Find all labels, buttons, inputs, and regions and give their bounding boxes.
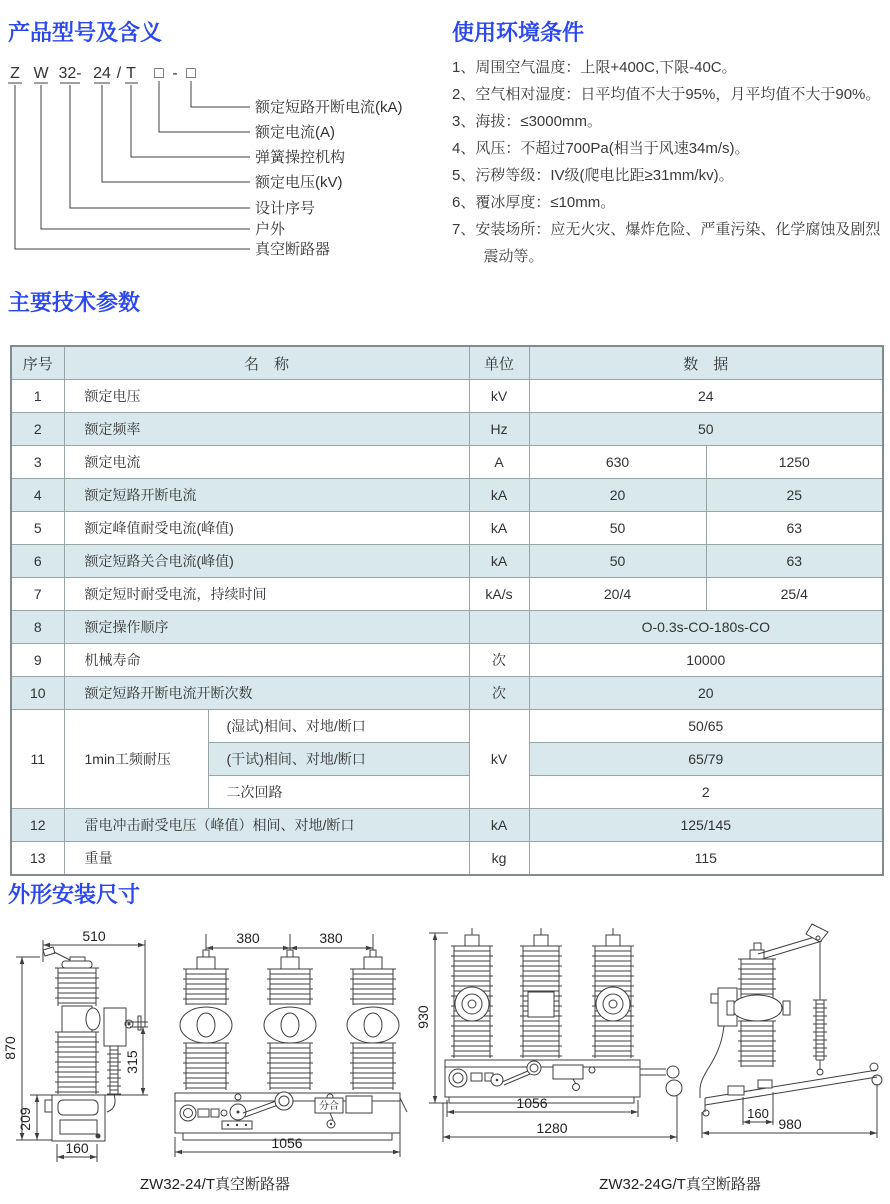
g-side-view-drawing (700, 924, 882, 1138)
model-section-title: 产品型号及含义 (8, 20, 163, 45)
value-cell: 20/4 (529, 578, 706, 611)
pole (347, 950, 399, 1090)
mechanism-box (104, 1008, 126, 1046)
env-item: 4、风压：不超过700Pa(相当于风速34m/s)。 (452, 140, 750, 157)
pole (264, 950, 316, 1090)
dim-870: 870 (2, 1036, 18, 1060)
unit-cell: kA (469, 512, 529, 545)
value-cell: 50/65 (529, 710, 883, 743)
code-square: □ (186, 65, 196, 82)
terminal-tip (43, 947, 55, 956)
table-row (11, 578, 883, 611)
row-number-cell: 2 (11, 413, 64, 446)
param-name-cell: 额定电压 (64, 380, 469, 413)
value-cell: O-0.3s-CO-180s-CO (529, 611, 883, 644)
dim-209: 209 (17, 1107, 33, 1131)
param-name-cell: 1min工频耐压 (64, 710, 208, 809)
unit-cell: 次 (469, 677, 529, 710)
switch-indicator-label: 分合 (319, 1101, 339, 1112)
dims-section-title: 外形安装尺寸 (8, 882, 141, 907)
model-code-diagram (0, 55, 445, 270)
code-label: 真空断路器 (255, 241, 331, 258)
row-number-cell: 4 (11, 479, 64, 512)
pole (592, 928, 634, 1058)
param-name-cell: 额定电流 (64, 446, 469, 479)
env-item: 5、污秽等级：IV级(爬电比距≥31mm/kv)。 (452, 167, 734, 184)
code-part: / (116, 65, 122, 82)
env-section-title: 使用环境条件 (452, 20, 585, 45)
param-name-cell: 重量 (64, 842, 469, 876)
row-number-cell: 6 (11, 545, 64, 578)
table-row (11, 446, 883, 479)
value-cell: 63 (706, 512, 883, 545)
value-cell: 125/145 (529, 809, 883, 842)
insulator-fins (55, 968, 99, 1006)
value-cell: 630 (529, 446, 706, 479)
param-name-cell: 额定短路开断电流 (64, 479, 469, 512)
row-number-cell: 3 (11, 446, 64, 479)
table-row (11, 842, 883, 876)
param-name-cell: 雷电冲击耐受电压（峰值）相间、对地/断口 (64, 809, 469, 842)
dim-315: 315 (124, 1050, 140, 1074)
side-view-drawing (2, 928, 148, 1162)
env-item: 3、海拔：≤3000mm。 (452, 113, 602, 130)
code-part: W (33, 65, 49, 82)
row-number-cell: 5 (11, 512, 64, 545)
code-part: Z (10, 65, 20, 82)
value-cell: 50 (529, 512, 706, 545)
row-number-cell: 7 (11, 578, 64, 611)
param-name-cell: 机械寿命 (64, 644, 469, 677)
g-front-view-drawing (415, 928, 761, 1193)
insulator-fins (55, 1032, 99, 1094)
header-unit: 单位 (469, 346, 529, 380)
dim-1056: 1056 (271, 1135, 303, 1151)
code-label: 额定短路开断电流(kA) (255, 99, 403, 116)
code-label: 额定电流(A) (255, 124, 335, 141)
param-subname-cell: 二次回路 (208, 776, 469, 809)
dim-1056: 1056 (516, 1095, 548, 1111)
insulator-fins (738, 959, 776, 1000)
table-row (11, 479, 883, 512)
dim-380-1: 380 (236, 930, 260, 946)
value-cell: 50 (529, 413, 883, 446)
value-cell: 25/4 (706, 578, 883, 611)
header-name: 名 称 (64, 346, 469, 380)
row-number-cell: 1 (11, 380, 64, 413)
code-part: - (172, 65, 178, 82)
drawing-caption: ZW32-24G/T真空断路器 (599, 1176, 761, 1193)
env-item: 1、周围空气温度：上限+400C,下限-40C。 (452, 59, 737, 76)
param-name-cell: 额定短路开断电流开断次数 (64, 677, 469, 710)
unit-cell: kV (469, 710, 529, 809)
unit-cell: kA (469, 545, 529, 578)
param-name-cell: 额定短时耐受电流，持续时间 (64, 578, 469, 611)
table-row (11, 545, 883, 578)
dim-980: 980 (778, 1116, 802, 1132)
code-label: 额定电压(kV) (255, 174, 343, 191)
parameters-table (10, 345, 884, 876)
env-item: 7、安装场所：应无火灾、爆炸危险、严重污染、化学腐蚀及剧烈震动等。 (452, 221, 881, 265)
pole (520, 928, 562, 1058)
row-number-cell: 12 (11, 809, 64, 842)
code-connector-lines (15, 81, 250, 249)
row-number-cell: 10 (11, 677, 64, 710)
dimension-drawings (0, 912, 890, 1204)
drawing-caption: ZW32-24/T真空断路器 (139, 1176, 291, 1193)
dim-930: 930 (415, 1005, 431, 1029)
table-row (11, 809, 883, 842)
value-cell: 1250 (706, 446, 883, 479)
value-cell: 10000 (529, 644, 883, 677)
unit-cell: kg (469, 842, 529, 876)
code-part: 24 (93, 65, 111, 82)
row-number-cell: 8 (11, 611, 64, 644)
value-cell: 24 (529, 380, 883, 413)
header-no: 序号 (11, 346, 64, 380)
table-row (11, 710, 883, 743)
table-row (11, 677, 883, 710)
front-view-drawing (140, 930, 407, 1193)
row-number-cell: 13 (11, 842, 64, 876)
dim-160: 160 (747, 1106, 769, 1121)
value-cell: 2 (529, 776, 883, 809)
code-label: 户外 (255, 221, 286, 238)
table-row (11, 380, 883, 413)
table-header-row (11, 346, 883, 380)
environment-conditions-list (452, 54, 888, 270)
param-subname-cell: (干试)相间、对地/断口 (208, 743, 469, 776)
table-row (11, 512, 883, 545)
unit-cell: kA (469, 479, 529, 512)
code-label: 弹簧操控机构 (255, 149, 346, 166)
value-cell: 50 (529, 545, 706, 578)
value-cell: 65/79 (529, 743, 883, 776)
table-row (11, 611, 883, 644)
param-name-cell: 额定操作顺序 (64, 611, 469, 644)
code-label: 设计序号 (255, 200, 316, 217)
code-part: T (126, 65, 136, 82)
value-cell: 20 (529, 677, 883, 710)
pole (180, 950, 232, 1090)
param-name-cell: 额定短路关合电流(峰值) (64, 545, 469, 578)
dim-160: 160 (65, 1140, 89, 1156)
row-number-cell: 9 (11, 644, 64, 677)
value-cell: 115 (529, 842, 883, 876)
param-name-cell: 额定频率 (64, 413, 469, 446)
dim-1280: 1280 (536, 1120, 568, 1136)
value-cell: 20 (529, 479, 706, 512)
unit-cell: 次 (469, 644, 529, 677)
dim-380-2: 380 (319, 930, 343, 946)
unit-cell: A (469, 446, 529, 479)
param-name-cell: 额定峰值耐受电流(峰值) (64, 512, 469, 545)
env-item: 2、空气相对湿度：日平均值不大于95%，月平均值不大于90%。 (452, 86, 881, 103)
unit-cell: kA/s (469, 578, 529, 611)
insulator-fins (738, 1021, 776, 1067)
params-section-title: 主要技术参数 (8, 290, 141, 315)
unit-cell (469, 611, 529, 644)
row-number-cell: 11 (11, 710, 64, 809)
unit-cell: kV (469, 380, 529, 413)
header-data: 数 据 (529, 346, 883, 380)
table-row (11, 644, 883, 677)
bellows (107, 1046, 121, 1094)
value-cell: 63 (706, 545, 883, 578)
hanging-insulator (813, 1000, 827, 1060)
param-subname-cell: (湿试)相间、对地/断口 (208, 710, 469, 743)
unit-cell: kA (469, 809, 529, 842)
unit-cell: Hz (469, 413, 529, 446)
dim-510: 510 (82, 928, 106, 944)
value-cell: 25 (706, 479, 883, 512)
code-part: 32- (58, 65, 82, 82)
env-item: 6、覆冰厚度：≤10mm。 (452, 194, 616, 211)
code-square: □ (154, 65, 164, 82)
table-row (11, 413, 883, 446)
pole (451, 928, 493, 1058)
